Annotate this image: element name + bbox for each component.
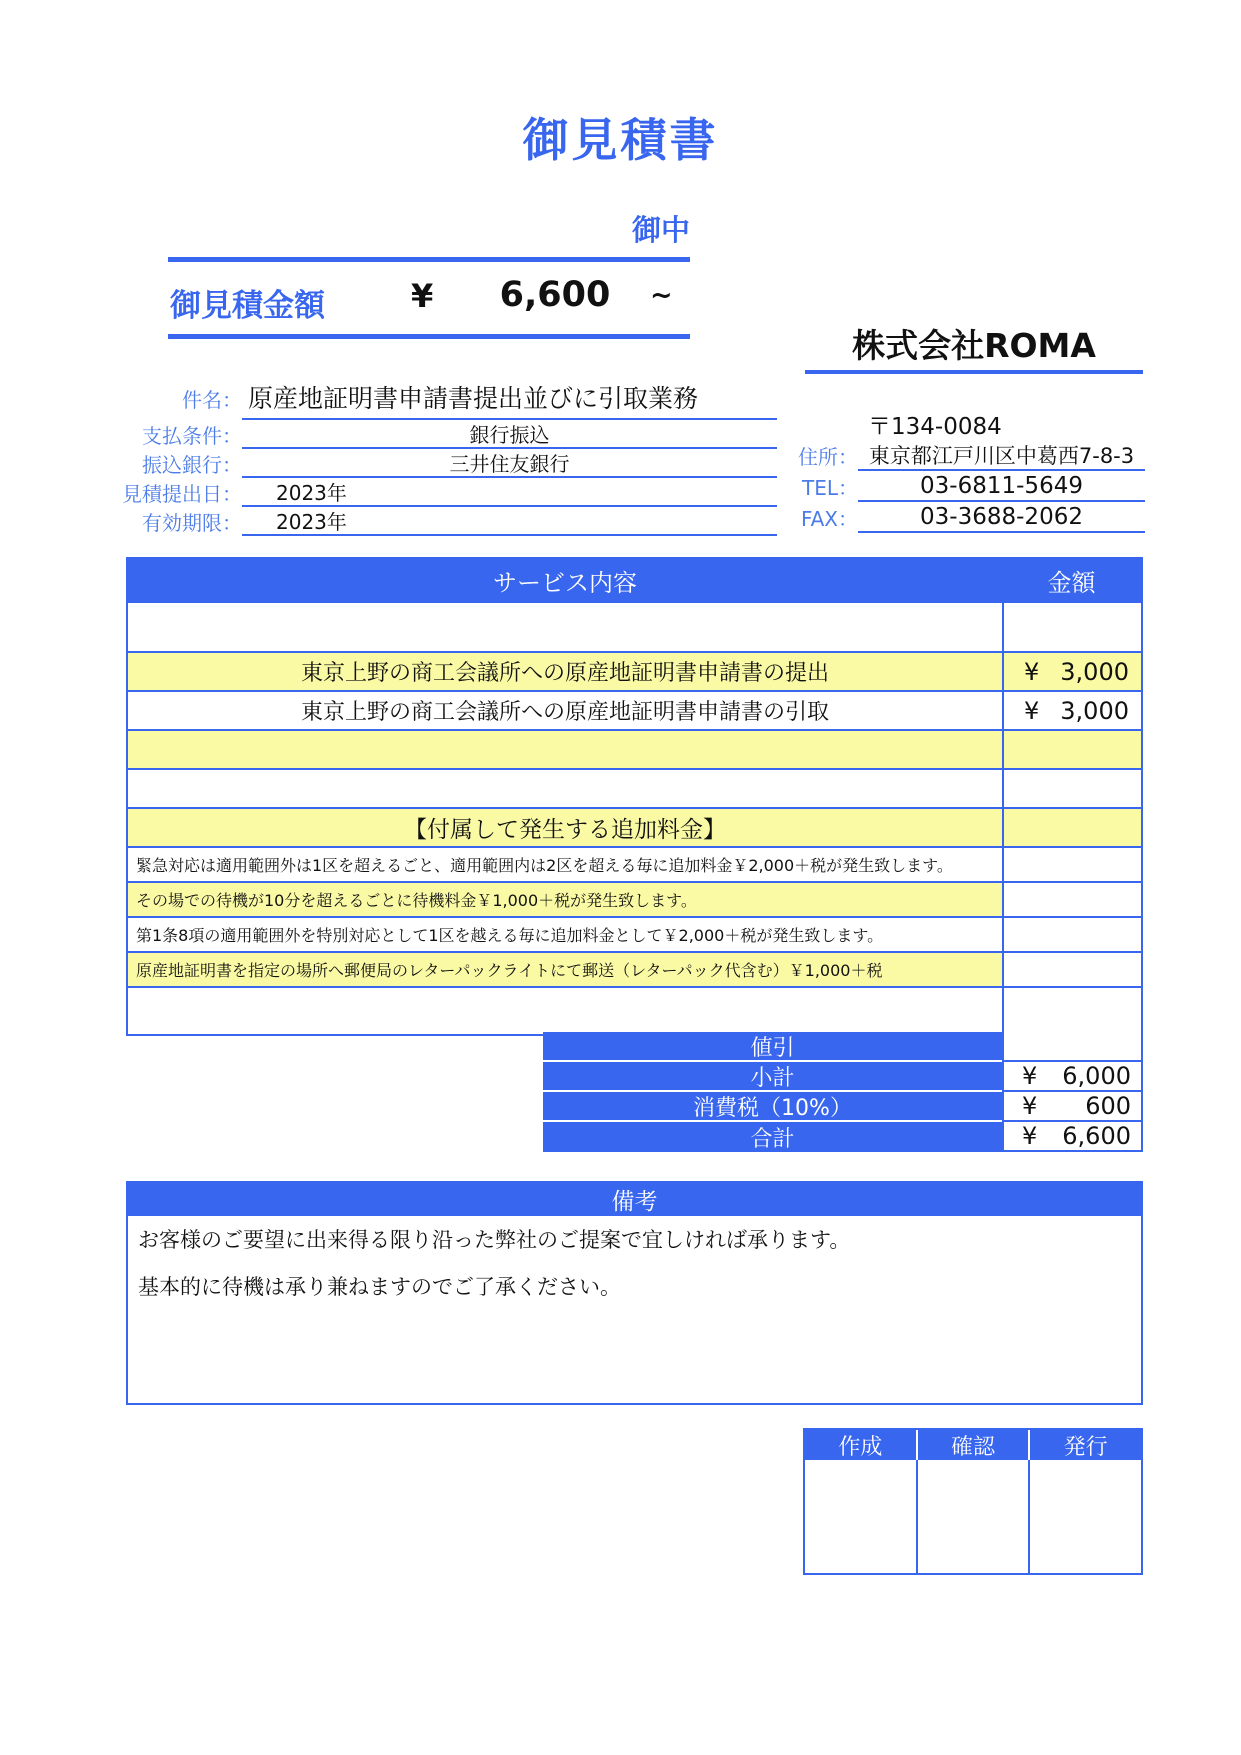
company-name: 株式会社ROMA	[852, 326, 1096, 365]
subject-label: 件名：	[182, 387, 242, 412]
approval-col-created: 作成	[838, 1434, 883, 1460]
service-description: 東京上野の商工会議所への原産地証明書申請書の引取	[128, 692, 1002, 729]
subtotal-label: 小計	[543, 1062, 1002, 1092]
currency-symbol: ¥	[411, 277, 434, 315]
fee-note: 原産地証明書を指定の場所へ郵便局のレターパックライトにて郵送（レターパック代含む）￥1,000＋税	[128, 953, 1002, 986]
bank-value: 三井住友銀行	[242, 449, 777, 478]
approval-stamp-cell	[1028, 1460, 1141, 1573]
approval-cells	[805, 1460, 1141, 1573]
client-honorific: 御中	[631, 213, 690, 247]
company-address-row	[788, 440, 1145, 471]
table-row	[128, 651, 1141, 690]
payment-terms-value: 銀行振込	[242, 420, 777, 449]
totals-row-grand-total	[543, 1122, 1143, 1152]
remarks-line: 基本的に待機は承り兼ねますのでご了承ください。	[138, 1275, 621, 1299]
table-row	[128, 846, 1141, 881]
field-row-bank	[112, 449, 777, 478]
approval-col-checked: 確認	[916, 1430, 1029, 1460]
amount-cell	[1002, 918, 1141, 951]
currency-symbol: ¥	[1024, 696, 1040, 725]
totals-section	[543, 1032, 1143, 1152]
amount-value: 600	[1085, 1092, 1131, 1120]
estimate-amount-label: 御見積金額	[170, 288, 325, 324]
grand-total-amount	[1002, 1122, 1143, 1152]
tel-value: 03-6811-5649	[858, 471, 1145, 502]
currency-symbol: ¥	[1022, 1062, 1038, 1090]
amount-cell	[1002, 692, 1141, 729]
client-fields	[112, 376, 777, 536]
address-label: 住所：	[798, 445, 858, 469]
table-row	[128, 729, 1141, 768]
table-row	[128, 986, 1141, 1034]
amount-cell	[1002, 848, 1141, 881]
approval-stamp-table	[803, 1428, 1143, 1575]
discount-amount	[1002, 1032, 1143, 1062]
tel-label: TEL：	[802, 476, 858, 500]
service-description	[128, 988, 1002, 1034]
approx-tilde: ~	[650, 280, 673, 311]
totals-row-subtotal	[543, 1062, 1143, 1092]
service-description	[128, 603, 1002, 651]
amount-cell	[1002, 988, 1141, 1034]
amount-cell	[1002, 953, 1141, 986]
tax-label: 消費税（10%）	[543, 1092, 1002, 1122]
approval-header	[805, 1430, 1141, 1460]
approval-stamp-cell	[805, 1460, 916, 1573]
amount-column-header: 金額	[1047, 568, 1096, 597]
amount-cell	[1002, 731, 1141, 768]
tax-amount	[1002, 1092, 1143, 1122]
discount-label: 値引	[543, 1032, 1002, 1062]
fax-value: 03-3688-2062	[858, 502, 1145, 533]
service-table	[126, 557, 1143, 1036]
remarks-line: お客様のご要望に出来得る限り沿った弊社のご提案で宜しければ承ります。	[138, 1228, 851, 1252]
company-fax-row	[788, 502, 1145, 533]
divider-line-bottom	[168, 334, 690, 339]
currency-symbol: ¥	[1022, 1092, 1038, 1120]
amount-value: 3,000	[1060, 696, 1129, 725]
totals-row-tax	[543, 1092, 1143, 1122]
amount-value: 6,600	[1062, 1122, 1131, 1150]
remarks-section	[126, 1181, 1143, 1405]
fee-note: 第1条8項の適用範囲外を特別対応として1区を越える毎に追加料金として￥2,000＋税が発生致します。	[128, 918, 1002, 951]
amount-value: 6,000	[1062, 1062, 1131, 1090]
field-row-subject	[112, 376, 777, 420]
subtotal-amount	[1002, 1062, 1143, 1092]
service-table-header	[128, 559, 1141, 601]
amount-cell	[1002, 770, 1141, 807]
remarks-body	[128, 1216, 1141, 1326]
table-row	[128, 951, 1141, 986]
service-column-header: サービス内容	[493, 568, 637, 597]
address-value: 東京都江戸川区中葛西7-8-3	[858, 440, 1145, 471]
totals-row-discount	[543, 1032, 1143, 1062]
field-row-payment-terms	[112, 420, 777, 449]
service-description: 東京上野の商工会議所への原産地証明書申請書の提出	[128, 653, 1002, 690]
table-row	[128, 916, 1141, 951]
company-postal-code: 〒134-0084	[868, 414, 1002, 440]
currency-symbol: ¥	[1024, 657, 1040, 686]
amount-cell	[1002, 603, 1141, 651]
divider-line-top	[168, 257, 690, 262]
company-tel-row	[788, 471, 1145, 502]
amount-cell	[1002, 653, 1141, 690]
subject-value: 原産地証明書申請書提出並びに引取業務	[242, 376, 777, 420]
issue-date-label: 見積提出日：	[122, 482, 242, 506]
estimate-amount-value: 6,600	[499, 275, 611, 315]
fee-note: その場での待機が10分を超えるごとに待機料金￥1,000＋税が発生致します。	[128, 883, 1002, 916]
company-contact-rows	[788, 440, 1145, 533]
estimate-amount-row	[168, 266, 690, 330]
service-description	[128, 731, 1002, 768]
service-description	[128, 770, 1002, 807]
expiry-label: 有効期限：	[142, 511, 242, 535]
table-row	[128, 881, 1141, 916]
table-row	[128, 601, 1141, 651]
page-title: 御見積書	[522, 113, 719, 167]
fax-label: FAX：	[800, 507, 858, 531]
amount-cell	[1002, 883, 1141, 916]
company-underline	[805, 370, 1143, 374]
additional-fees-subheader: 【付属して発生する追加料金】	[128, 809, 1002, 846]
grand-total-label: 合計	[543, 1122, 1002, 1152]
table-row	[128, 807, 1141, 846]
approval-col-issued: 発行	[1028, 1430, 1141, 1460]
amount-cell	[1002, 809, 1141, 846]
field-row-issue-date	[112, 478, 777, 507]
expiry-value: 2023年	[242, 507, 777, 536]
table-row	[128, 768, 1141, 807]
payment-terms-label: 支払条件：	[142, 424, 242, 448]
table-row	[128, 690, 1141, 729]
approval-stamp-cell	[916, 1460, 1029, 1573]
field-row-expiry	[112, 507, 777, 536]
amount-value: 3,000	[1060, 657, 1129, 686]
remarks-header: 備考	[128, 1183, 1141, 1216]
fee-note: 緊急対応は適用範囲外は1区を超えるごと、適用範囲内は2区を超える毎に追加料金￥2,000＋税が発生致します。	[128, 848, 1002, 881]
currency-symbol: ¥	[1022, 1122, 1038, 1150]
bank-label: 振込銀行：	[142, 453, 242, 477]
issue-date-value: 2023年	[242, 478, 777, 507]
